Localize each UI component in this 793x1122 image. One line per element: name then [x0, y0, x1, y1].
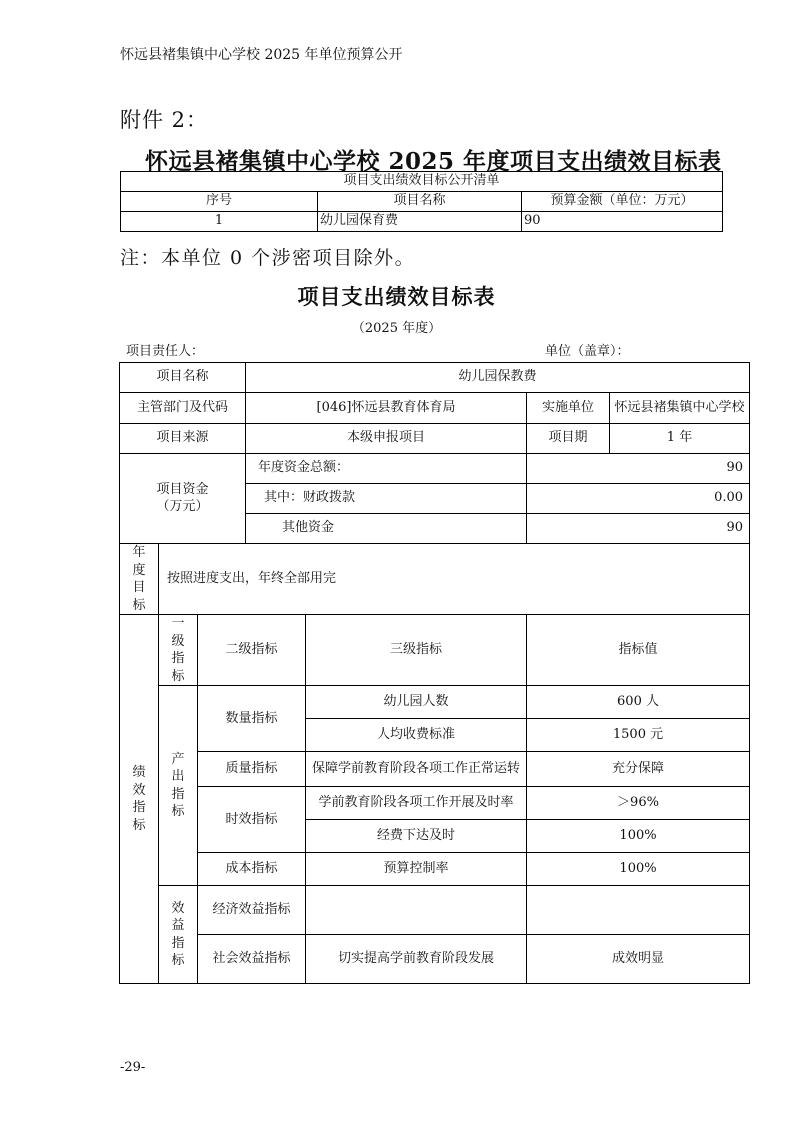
- page-number: -29-: [120, 1060, 146, 1075]
- quantity-item-1-value: 600 人: [527, 686, 750, 719]
- form-year: （2025 年度）: [351, 321, 442, 336]
- source-label: 项目来源: [120, 424, 246, 454]
- list-header-amount: 预算金额（单位：万元）: [522, 192, 723, 212]
- social-label: 社会效益指标: [198, 935, 306, 984]
- social-item-name: 切实提高学前教育阶段发展: [306, 935, 527, 984]
- timeliness-item-2-name: 经费下达及时: [306, 820, 527, 853]
- performance-target-table: [119, 362, 750, 984]
- unit-seal-label: 单位（盖章）：: [545, 344, 630, 359]
- impl-label: 实施单位: [527, 393, 610, 424]
- funds-total-label: 年度资金总额：: [246, 454, 527, 484]
- col-value-header: 指标值: [527, 615, 750, 686]
- quality-item-name: 保障学前教育阶段各项工作正常运转: [306, 752, 527, 787]
- funds-other-value: 90: [527, 514, 750, 544]
- col-level1-header: 一 级 指 标: [159, 615, 198, 686]
- annual-goal-text: 按照进度支出，年终全部用完: [159, 544, 750, 615]
- timeliness-item-2-value: 100%: [527, 820, 750, 853]
- output-label: 产 出 指 标: [159, 686, 198, 886]
- funds-label: [120, 454, 246, 544]
- list-caption: 项目支出绩效目标公开清单: [121, 172, 723, 192]
- funds-label-line2: （万元）: [156, 498, 209, 514]
- economic-item-value: [527, 886, 750, 935]
- form-title: 项目支出绩效目标表: [297, 284, 496, 309]
- funds-fiscal-label: 其中：财政拨款: [246, 484, 527, 514]
- funds-other-label: 其他资金: [246, 514, 527, 544]
- annual-goal-label: 年 度 目 标: [120, 544, 159, 615]
- period-value: 1 年: [610, 424, 750, 454]
- quality-label: 质量指标: [198, 752, 306, 787]
- list-header-name: 项目名称: [318, 192, 522, 212]
- economic-item-name: [306, 886, 527, 935]
- quantity-item-1-name: 幼儿园人数: [306, 686, 527, 719]
- cost-item-value: 100%: [527, 853, 750, 886]
- responsible-label: 项目责任人：: [126, 344, 205, 359]
- timeliness-label: 时效指标: [198, 787, 306, 853]
- document-title: 怀远县褚集镇中心学校 2025 年度项目支出绩效目标表: [145, 148, 722, 175]
- project-name-label: 项目名称: [120, 363, 246, 393]
- quality-item-value: 充分保障: [527, 752, 750, 787]
- dept-value: [046]怀远县教育体育局: [246, 393, 527, 424]
- col-level2-header: 二级指标: [198, 615, 306, 686]
- list-cell-amount: 90: [522, 212, 723, 232]
- impl-value: 怀远县褚集镇中心学校: [610, 393, 750, 424]
- project-list-table: [120, 171, 723, 232]
- dept-label: 主管部门及代码: [120, 393, 246, 424]
- classified-note: 注：本单位 0 个涉密项目除外。: [120, 247, 416, 269]
- project-name-value: 幼儿园保教费: [246, 363, 750, 393]
- funds-total-value: 90: [527, 454, 750, 484]
- timeliness-item-1-value: ＞96%: [527, 787, 750, 820]
- page-header: 怀远县褚集镇中心学校 2025 年单位预算公开: [120, 47, 403, 63]
- period-label: 项目期: [527, 424, 610, 454]
- benefit-label: 效 益 指 标: [159, 886, 198, 984]
- timeliness-item-1-name: 学前教育阶段各项工作开展及时率: [306, 787, 527, 820]
- source-value: 本级申报项目: [246, 424, 527, 454]
- economic-label: 经济效益指标: [198, 886, 306, 935]
- cost-label: 成本指标: [198, 853, 306, 886]
- social-item-value: 成效明显: [527, 935, 750, 984]
- list-cell-name: 幼儿园保育费: [318, 212, 522, 232]
- funds-label-line1: 项目资金: [156, 482, 209, 498]
- quantity-item-2-name: 人均收费标准: [306, 719, 527, 752]
- col-level3-header: 三级指标: [306, 615, 527, 686]
- cost-item-name: 预算控制率: [306, 853, 527, 886]
- quantity-item-2-value: 1500 元: [527, 719, 750, 752]
- attachment-label: 附件 2：: [120, 108, 209, 132]
- list-header-index: 序号: [121, 192, 318, 212]
- perf-label: 绩 效 指 标: [120, 615, 159, 984]
- funds-fiscal-value: 0.00: [527, 484, 750, 514]
- table-row: [121, 212, 723, 232]
- list-cell-index: 1: [121, 212, 318, 232]
- quantity-label: 数量指标: [198, 686, 306, 752]
